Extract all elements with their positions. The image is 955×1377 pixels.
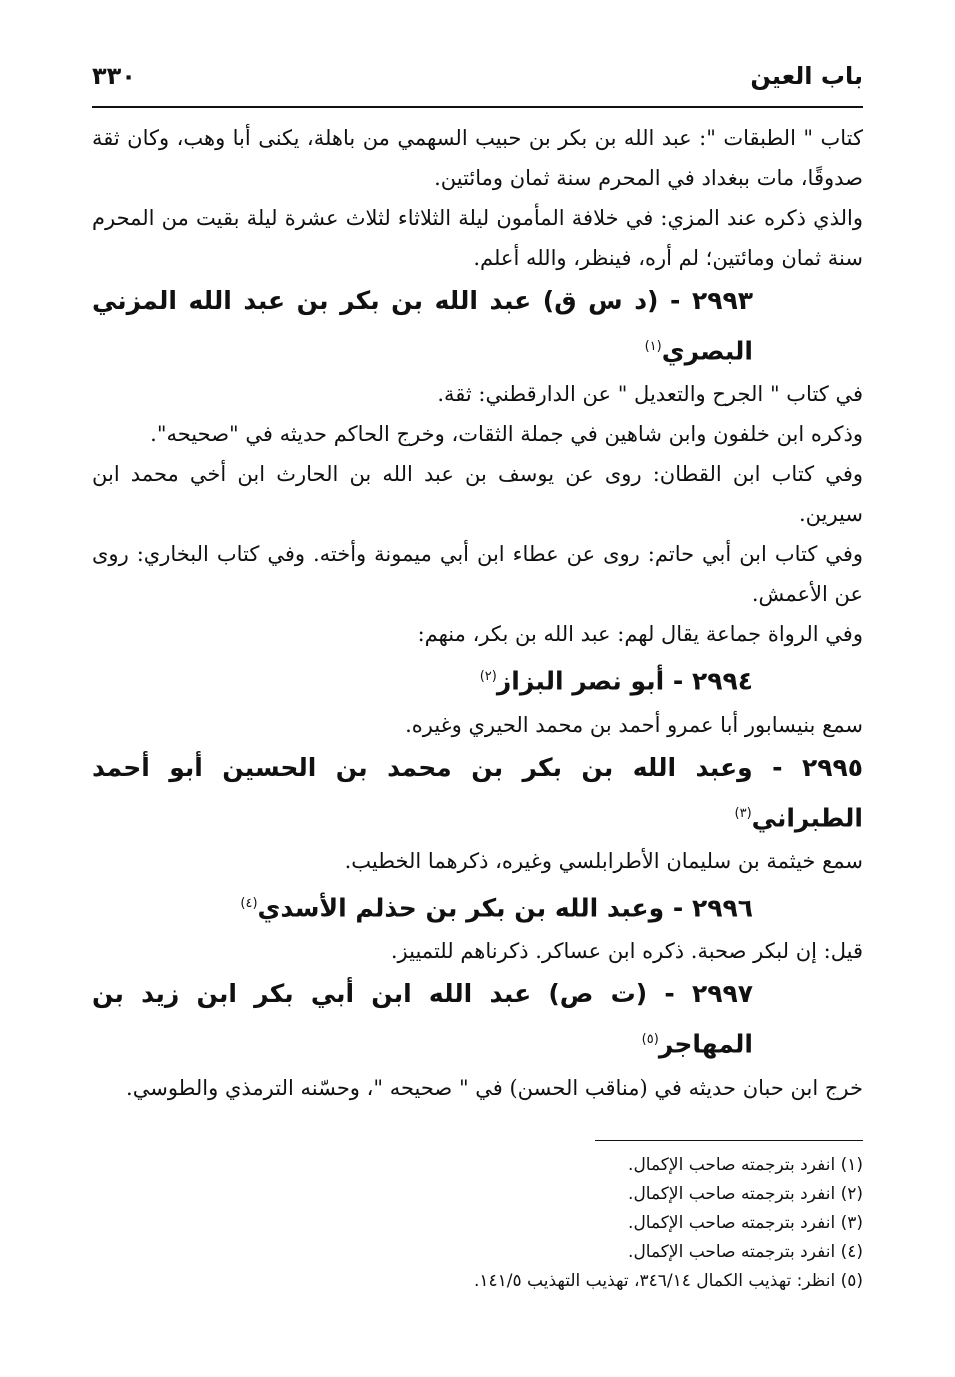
entry-2996 [92, 881, 753, 931]
paragraph-jarh: في كتاب " الجرح والتعديل " عن الدارقطني: ثقة. [437, 382, 863, 407]
entry-2997 [92, 971, 753, 1067]
footnote-4: (٤) انفرد بترجمته صاحب الإكمال. [628, 1242, 863, 1262]
paragraph-naysabur: سمع بنيسابور أبا عمرو أحمد بن محمد الحيري وغيره. [405, 712, 863, 737]
entry-name: وعبد الله بن بكر بن حذلم الأسدي [257, 893, 665, 923]
entry-dash: - [647, 979, 692, 1009]
entry-code: (ت ص) [548, 979, 648, 1009]
page-body [92, 118, 863, 1108]
entry-2994 [92, 654, 753, 704]
entry-number: ٢٩٩٧ [691, 979, 753, 1009]
entry-number: ٢٩٩٤ [691, 666, 753, 696]
footnote-3: (٣) انفرد بترجمته صاحب الإكمال. [628, 1213, 863, 1233]
entry-dash: - [664, 893, 692, 923]
page-number: ٣٣٠ [92, 62, 136, 90]
entry-dash: - [664, 666, 692, 696]
footnote-1: (١) انفرد بترجمته صاحب الإكمال. [628, 1155, 863, 1175]
footnote-divider [595, 1140, 863, 1141]
entry-number: ٢٩٩٣ [691, 286, 753, 315]
paragraph-abi-hatim: وفي كتاب ابن أبي حاتم: روى عن عطاء ابن أبي ميمونة وأخته. وفي كتاب البخاري: روى عن الأعمش. [92, 542, 863, 607]
paragraph-mizzi: والذي ذكره عند المزي: في خلافة المأمون ليلة الثلاثاء لثلاث عشرة ليلة بقيت من المحرم سنة ثمان ومائتين؛ لم أره، فينظر، والله أعلم. [92, 206, 863, 270]
footnote-ref: (٤) [240, 895, 258, 911]
footnote-ref: (٥) [641, 1032, 659, 1048]
footnote-ref: (٢) [479, 669, 497, 685]
paragraph-khaythama: سمع خيثمة بن سليمان الأطرابلسي وغيره، ذكرهما الخطيب. [344, 848, 863, 873]
paragraph-ibn-hibban: خرج ابن حبان حديثه في (مناقب الحسن) في " صحيحه "، وحسّنه الترمذي والطوسي. [126, 1075, 863, 1100]
footnote-5: (٥) انظر: تهذيب الكمال ٣٤٦/١٤، تهذيب التهذيب ١٤١/٥. [473, 1271, 863, 1291]
chapter-title: باب العين [750, 62, 863, 90]
footnote-ref: (٣) [734, 805, 752, 821]
entry-dash: - [658, 286, 692, 315]
paragraph-suhba: قيل: إن لبكر صحبة. ذكره ابن عساكر. ذكرناهم للتمييز. [390, 939, 863, 964]
entry-2995 [92, 745, 863, 841]
page-header [92, 60, 863, 100]
entry-number: ٢٩٩٥ [801, 752, 863, 782]
paragraph-ruwat: وفي الرواة جماعة يقال لهم: عبد الله بن بكر، منهم: [417, 622, 863, 647]
entry-code: (د س ق) [542, 286, 659, 315]
entry-name: وعبد الله بن بكر بن محمد بن الحسين أبو أحمد الطبراني [92, 752, 863, 832]
entry-name: عبد الله بن بكر بن عبد الله المزني البصري [92, 286, 753, 366]
entry-dash: - [752, 752, 802, 782]
entry-name: عبد الله ابن أبي بكر ابن زيد بن المهاجر [92, 979, 753, 1059]
header-divider [92, 106, 863, 108]
paragraph-thiqat: وذكره ابن خلفون وابن شاهين في جملة الثقات، وخرج الحاكم حديثه في "صحيحه". [150, 422, 863, 447]
entry-number: ٢٩٩٦ [691, 893, 753, 923]
footnote-2: (٢) انفرد بترجمته صاحب الإكمال. [628, 1184, 863, 1204]
paragraph-qattan: وفي كتاب ابن القطان: روى عن يوسف بن عبد الله بن الحارث ابن أخي محمد ابن سيرين. [92, 462, 863, 527]
footnotes [92, 1151, 863, 1296]
entry-name: أبو نصر البزاز [496, 666, 665, 696]
footnote-ref: (١) [644, 339, 662, 354]
paragraph-tabaqat: كتاب " الطبقات ": عبد الله بن بكر بن حبيب السهمي من باهلة، يكنى أبا وهب، وكان ثقة صدوقًا، مات ببغداد في المحرم سنة ثمان ومائتين. [92, 126, 863, 190]
entry-2993 [92, 278, 753, 374]
